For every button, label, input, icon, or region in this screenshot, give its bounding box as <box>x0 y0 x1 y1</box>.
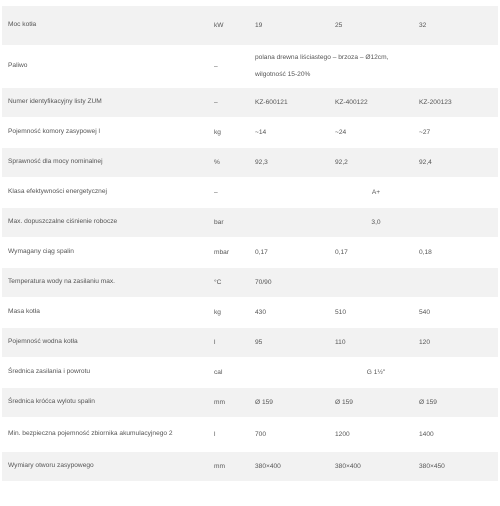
table-row <box>2 178 498 208</box>
row-unit: l <box>214 430 216 438</box>
value-col-3: Ø 159 <box>419 398 437 406</box>
value-col-3: 380×450 <box>419 462 445 470</box>
row-unit: kg <box>214 128 221 136</box>
row-label: Masa kotła <box>8 308 40 316</box>
row-unit: °C <box>214 278 222 286</box>
value-col-2: 380×400 <box>335 462 361 470</box>
row-unit: – <box>214 98 218 106</box>
value-col-1: 430 <box>255 308 267 316</box>
value-col-3: 32 <box>419 21 427 29</box>
row-unit: mm <box>214 398 225 406</box>
value-col-2: 0,17 <box>335 248 348 256</box>
row-label: Klasa efektywności energetycznej <box>8 188 107 196</box>
value-col-2: 510 <box>335 308 347 316</box>
row-label: Średnica króćca wylotu spalin <box>8 398 95 406</box>
fuel-description-line-1: polana drewna liściastego – brzoza – Ø12cm, <box>255 54 389 61</box>
value-col-2: Ø 159 <box>335 398 353 406</box>
value-col-1: Ø 159 <box>255 398 273 406</box>
value-col-1: 19 <box>255 21 263 29</box>
table-row <box>2 418 498 452</box>
value-col-1: 70/90 <box>255 278 272 286</box>
table-row <box>2 298 498 328</box>
spec-table <box>0 6 500 482</box>
row-unit: % <box>214 158 220 166</box>
row-label: Numer identyfikacyjny listy ZUM <box>8 98 102 106</box>
row-unit: kg <box>214 308 221 316</box>
table-row <box>2 388 498 418</box>
row-label: Temperatura wody na zasilaniu max. <box>8 278 116 286</box>
value-col-2: 1200 <box>335 430 350 438</box>
row-unit: l <box>214 338 216 346</box>
table-row <box>2 328 498 358</box>
value-col-3: 540 <box>419 308 431 316</box>
value-col-3: 1400 <box>419 430 434 438</box>
row-label: Paliwo <box>8 62 28 70</box>
value-col-1: ~14 <box>255 128 267 136</box>
row-label: Wymiary otworu zasypowego <box>8 462 94 470</box>
table-row <box>2 6 498 46</box>
value-col-3: KZ-200123 <box>419 98 452 106</box>
value-col-2: 25 <box>335 21 343 29</box>
value-col-1: 700 <box>255 430 267 438</box>
value-col-2: 110 <box>335 338 346 346</box>
row-unit: cal <box>214 368 223 376</box>
row-unit: mbar <box>214 248 230 256</box>
fuel-description-line-2: wilgotność 15-20% <box>255 70 311 78</box>
row-unit: kW <box>214 21 224 29</box>
value-col-1: 380×400 <box>255 462 281 470</box>
row-unit: bar <box>214 218 224 226</box>
value-col-2: 92,2 <box>335 158 348 166</box>
row-label: Max. dopuszczalne ciśnienie robocze <box>8 218 118 226</box>
table-row <box>2 358 498 388</box>
row-label: Pojemność komory zasypowej l <box>8 128 100 136</box>
value-col-1: 92,3 <box>255 158 268 166</box>
value-col-3: 92,4 <box>419 158 432 166</box>
value-col-2: ~24 <box>335 128 347 136</box>
table-row <box>2 148 498 178</box>
table-row <box>2 118 498 148</box>
spanned-value: A+ <box>371 188 381 196</box>
value-col-2: KZ-400122 <box>335 98 368 106</box>
row-label: Pojemność wodna kotła <box>8 338 78 346</box>
value-col-1: KZ-600121 <box>255 98 288 106</box>
row-unit: – <box>214 188 218 196</box>
value-col-3: 0,18 <box>419 248 432 256</box>
spanned-value: G 1½" <box>366 368 386 376</box>
row-unit: mm <box>214 462 225 470</box>
value-col-3: ~27 <box>419 128 431 136</box>
value-col-1: 0,17 <box>255 248 268 256</box>
value-col-3: 120 <box>419 338 431 346</box>
table-row <box>2 238 498 268</box>
table-row <box>2 452 498 482</box>
table-row <box>2 46 498 88</box>
row-label: Moc kotła <box>8 21 37 29</box>
row-label: Średnica zasilania i powrotu <box>8 368 91 376</box>
table-row <box>2 208 498 238</box>
fuel-description <box>255 46 495 87</box>
row-label: Sprawność dla mocy nominalnej <box>8 158 103 166</box>
row-unit: – <box>214 62 218 70</box>
table-row <box>2 268 498 298</box>
spanned-value: 3,0 <box>371 218 381 226</box>
table-row <box>2 88 498 118</box>
value-col-1: 95 <box>255 338 263 346</box>
row-label: Min. bezpieczna pojemność zbiornika akumulacyjnego 2 <box>8 430 173 438</box>
row-label: Wymagany ciąg spalin <box>8 248 74 256</box>
